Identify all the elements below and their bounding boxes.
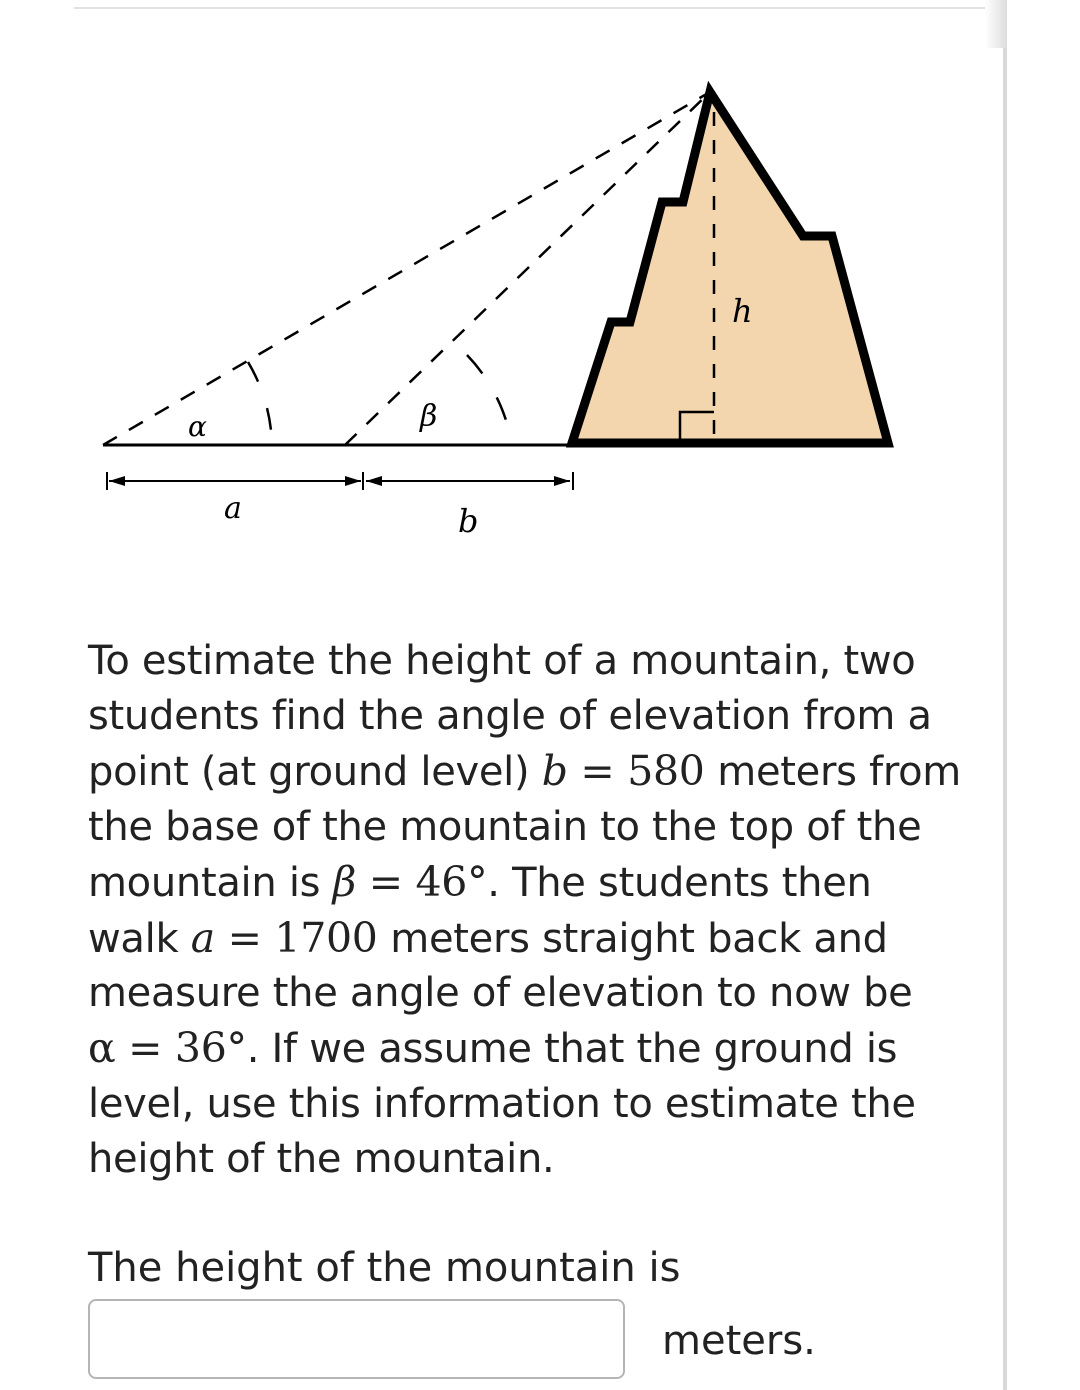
- height-answer-input[interactable]: [88, 1299, 625, 1379]
- problem-line-4: the base of the mountain to the top of the: [88, 803, 922, 850]
- problem-line-10: height of the mountain.: [88, 1136, 555, 1183]
- beta-value: = 46°: [356, 857, 488, 906]
- alpha-label: α: [188, 410, 207, 443]
- b-value: = 580: [567, 746, 718, 795]
- dimension-a: [107, 472, 363, 490]
- beta-arc: [467, 355, 512, 445]
- a-value: = 1700: [214, 913, 391, 962]
- a-label: a: [224, 491, 242, 526]
- mountain-shape: [572, 92, 888, 443]
- beta-variable: β: [332, 857, 356, 906]
- units-label: meters.: [662, 1318, 816, 1364]
- alpha-variable: α: [88, 1024, 116, 1073]
- a-variable: a: [190, 913, 215, 962]
- problem-statement: [88, 634, 993, 1187]
- b-variable: b: [541, 746, 568, 795]
- problem-line-3: point (at ground level) b = 580 meters from: [88, 746, 961, 795]
- problem-line-5: mountain is β = 46°. The students then: [88, 857, 872, 906]
- alpha-value: = 36°: [115, 1024, 247, 1073]
- alpha-arc: [248, 362, 272, 445]
- mountain-diagram: [0, 0, 1080, 560]
- problem-line-7: measure the angle of elevation to now be: [88, 970, 913, 1017]
- b-label: b: [458, 502, 479, 540]
- problem-line-8: α = 36°. If we assume that the ground is: [88, 1024, 898, 1073]
- dimension-b: [366, 472, 573, 490]
- problem-line-9: level, use this information to estimate the: [88, 1081, 916, 1128]
- problem-line-6: walk a = 1700 meters straight back and: [88, 913, 888, 962]
- beta-label: β: [420, 399, 438, 434]
- height-label: h: [732, 292, 753, 330]
- problem-line-1: To estimate the height of a mountain, two: [88, 638, 916, 684]
- answer-prompt: The height of the mountain is: [88, 1245, 681, 1291]
- problem-line-2: students find the angle of elevation from a: [88, 692, 932, 739]
